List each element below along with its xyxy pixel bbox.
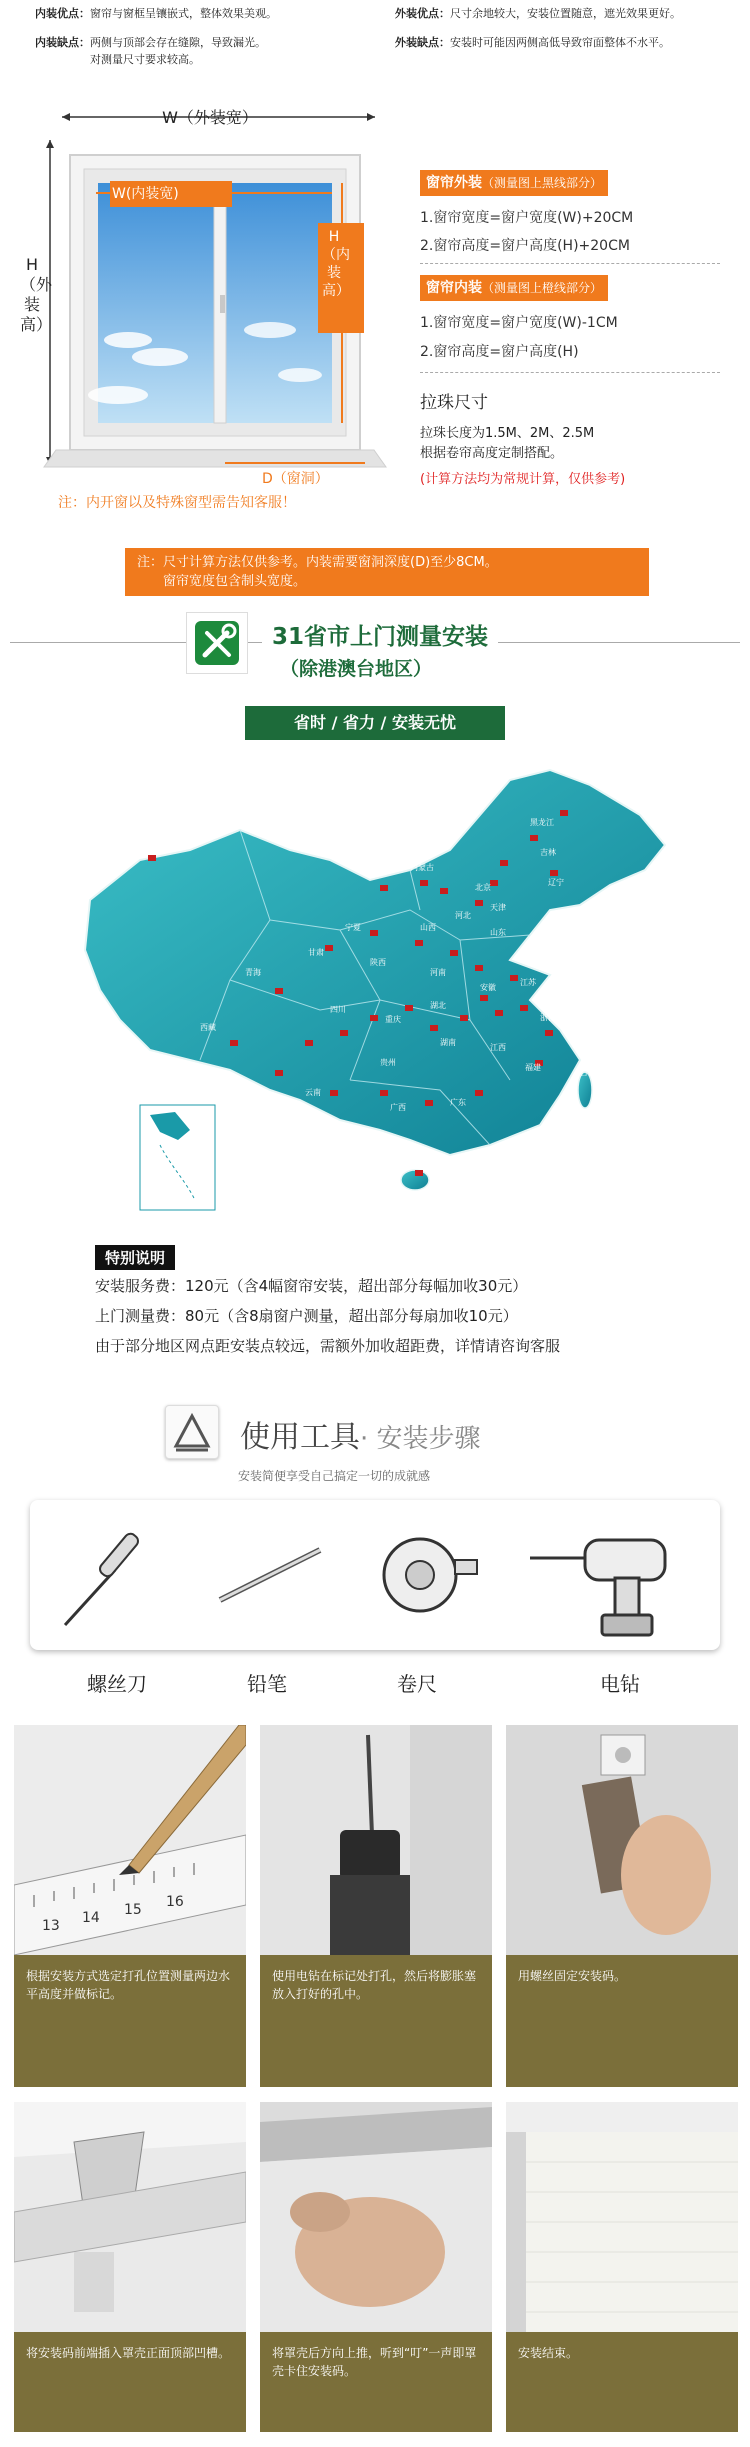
step-text-5: 将罩壳后方向上推，听到“叮”一声即罩壳卡住安装码。: [272, 2346, 477, 2378]
bead-title: 拉珠尺寸: [420, 393, 488, 413]
step-card-3: [506, 1725, 738, 2087]
step-text-6: 安装结束。: [518, 2346, 579, 2360]
map-label: 青海: [245, 968, 261, 977]
screwdriver-icon: [65, 1531, 140, 1625]
map-label: 湖北: [430, 1001, 446, 1010]
map-label: 北京: [475, 883, 491, 892]
step-photo-1: [14, 1725, 246, 1955]
tape-measure-icon: [384, 1539, 477, 1611]
divider: [420, 263, 720, 264]
outer-title: 窗帘外装（测量图上黑线部分）: [420, 170, 608, 196]
map-label: 宁夏: [345, 923, 361, 932]
outer-cons: 外装缺点：安装时可能因两侧高低导致帘面整体不水平。: [395, 36, 670, 49]
d-label: D（窗洞）: [262, 471, 329, 487]
electric-drill-icon: [530, 1540, 665, 1635]
step-text-1: 根据安装方式选定打孔位置测量两边水平高度并做标记。: [26, 1969, 231, 2001]
map-label: 山西: [420, 923, 436, 932]
inner-cons-2: 对测量尺寸要求较高。: [90, 53, 200, 66]
map-label: 湖南: [440, 1038, 456, 1047]
step-card-2: [260, 1725, 492, 2087]
step-photo-2: [260, 1725, 492, 1955]
map-label: 陕西: [370, 958, 386, 967]
special-badge: 特别说明: [95, 1245, 175, 1270]
step-photo-3: [506, 1725, 738, 1955]
ruler-label: 15: [124, 1902, 142, 1918]
inner-pros: 内装优点：窗帘与窗框呈镶嵌式，整体效果美观。: [35, 7, 277, 20]
install-subtitle: （除港澳台地区）: [280, 658, 433, 680]
diagram-note: 注：内开窗以及特殊窗型需告知客服！: [58, 495, 296, 511]
map-label: 广东: [450, 1098, 466, 1107]
divider: [420, 372, 720, 373]
install-title: 31省市上门测量安装: [262, 618, 498, 651]
tools-subtitle: 安装简便享受自己搞定一切的成就感: [238, 1469, 431, 1483]
h-inner-label: H（内装高）: [322, 229, 350, 299]
map-label: 江西: [490, 1043, 506, 1052]
tool-label-screwdriver: 螺丝刀: [87, 1672, 147, 1696]
tools-panel: [30, 1500, 720, 1650]
map-label: 黑龙江: [530, 818, 554, 827]
map-label: 广西: [390, 1103, 406, 1112]
inner-formula-1: 1.窗帘宽度=窗户宽度(W)-1CM: [420, 315, 618, 331]
map-label: 上海: [550, 988, 566, 997]
inner-title: 窗帘内装（测量图上橙线部分）: [420, 275, 608, 301]
tool-label-drill: 电钻: [600, 1672, 640, 1696]
map-label: 天津: [490, 903, 506, 912]
step-card-6: [506, 2102, 738, 2432]
map-label: 内蒙古: [410, 863, 434, 872]
inner-cons: 内装缺点：两侧与顶部会存在缝隙，导致漏光。: [35, 36, 266, 49]
pencil-icon: [220, 1550, 320, 1600]
map-label: 甘肃: [308, 948, 324, 957]
w-inner-label: W(内装宽): [112, 186, 179, 202]
step-text-2: 使用电钻在标记处打孔，然后将膨胀塞放入打好的孔中。: [272, 1969, 477, 2001]
map-label: 河北: [455, 911, 471, 920]
outer-formula-2: 2.窗帘高度=窗户高度(H)+20CM: [420, 238, 630, 254]
fee-line2: 上门测量费：80元（含8扇窗户测量，超出部分每扇加收10元）: [95, 1307, 518, 1325]
inner-pros-cons: [35, 5, 365, 68]
tool-label-pencil: 铅笔: [247, 1672, 287, 1696]
map-label: 台湾: [580, 1068, 596, 1077]
map-label: 浙江: [540, 1013, 556, 1022]
install-badge: 省时 / 省力 / 安装无忧: [245, 706, 505, 740]
bead-line3: (计算方法均为常规计算，仅供参考): [420, 472, 626, 487]
map-label: 福建: [525, 1063, 541, 1072]
w-outer-label: W（外装宽）: [162, 108, 258, 127]
tools-title: 使用工具· 安装步骤: [240, 1420, 481, 1455]
step-text-4: 将安装码前端插入罩壳正面顶部凹槽。: [26, 2346, 231, 2360]
china-map: [80, 760, 680, 1230]
map-label: 新疆: [160, 843, 176, 852]
map-label: 重庆: [385, 1015, 401, 1024]
inner-formula-2: 2.窗帘高度=窗户高度(H): [420, 344, 579, 360]
size-note-box: 注：尺寸计算方法仅供参考。内装需要窗洞深度(D)至少8CM。 窗帘宽度包含制头宽度。: [125, 548, 649, 596]
outer-pros-cons: [395, 5, 735, 51]
map-label: 安徽: [480, 983, 496, 992]
step-photo-5: [260, 2102, 492, 2332]
map-label: 江苏: [520, 978, 536, 987]
step-text-3: 用螺丝固定安装码。: [518, 1969, 627, 1983]
map-label: 四川: [330, 1005, 346, 1014]
fee-line1: 安装服务费：120元（含4幅窗帘安装，超出部分每幅加收30元）: [95, 1277, 528, 1295]
tools-logo: [186, 612, 248, 674]
step-photo-4: [14, 2102, 246, 2332]
step-card-1: [14, 1725, 246, 2087]
wrench-screwdriver-icon: [187, 613, 247, 673]
outer-formula-1: 1.窗帘宽度=窗户宽度(W)+20CM: [420, 210, 634, 226]
ruler-label: 16: [166, 1894, 184, 1910]
map-label: 吉林: [540, 848, 556, 857]
map-label: 山东: [490, 928, 506, 937]
window-diagram: [20, 95, 400, 535]
step-card-5: [260, 2102, 492, 2432]
fee-line3: 由于部分地区网点距安装点较远，需额外加收超距费，详情请咨询客服: [95, 1337, 561, 1355]
map-label: 西藏: [200, 1023, 216, 1032]
triangle-tool-icon: [166, 1406, 218, 1458]
ruler-label: 14: [82, 1910, 100, 1926]
bead-line1: 拉珠长度为1.5M、2M、2.5M: [420, 426, 595, 441]
map-label: 海南: [405, 1193, 421, 1202]
ruler-label: 13: [42, 1918, 60, 1934]
map-label: 云南: [305, 1088, 321, 1097]
outer-pros: 外装优点：尺寸余地较大，安装位置随意，遮光效果更好。: [395, 7, 681, 20]
map-label: 河南: [430, 968, 446, 977]
tool-logo: [165, 1405, 219, 1459]
tools-illustration: [30, 1500, 720, 1650]
map-label: 贵州: [380, 1058, 396, 1067]
map-label: 辽宁: [548, 878, 564, 887]
step-card-4: [14, 2102, 246, 2432]
step-photo-6: [506, 2102, 738, 2332]
bead-line2: 根据卷帘高度定制搭配。: [420, 446, 564, 461]
h-outer-label: H（外装高）: [20, 255, 53, 334]
tool-label-tape: 卷尺: [397, 1672, 437, 1696]
